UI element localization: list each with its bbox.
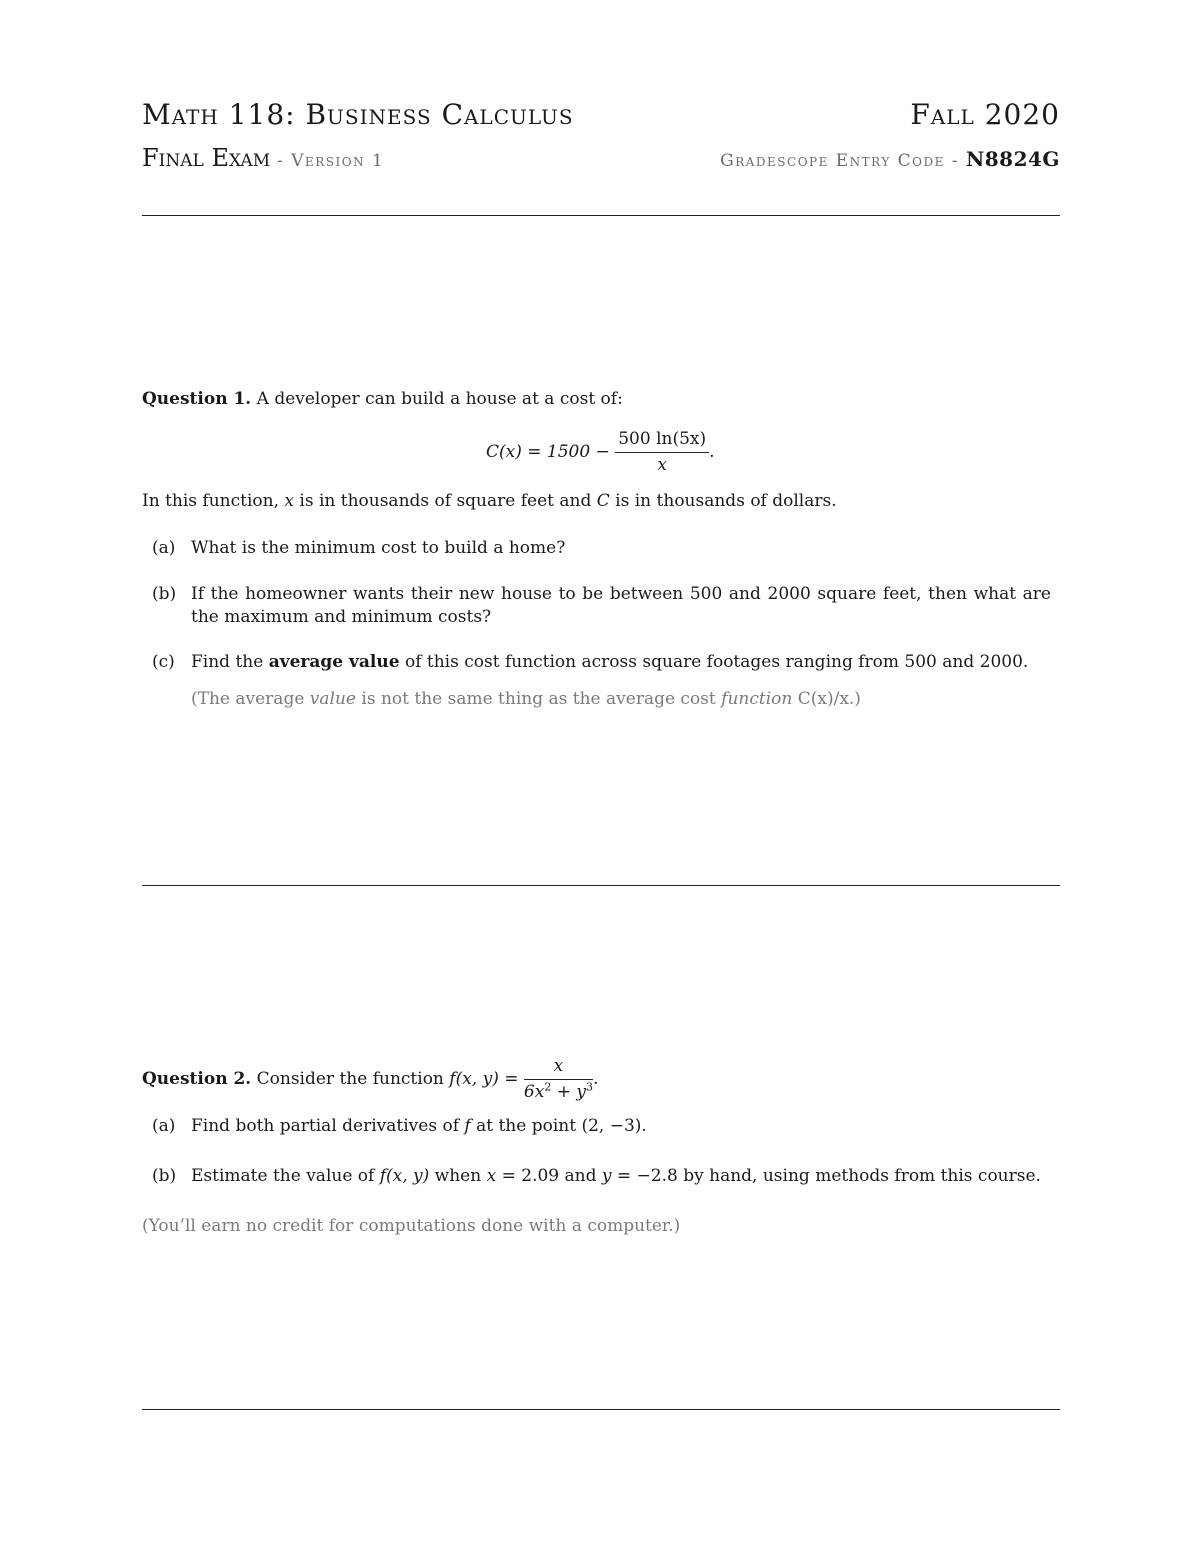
- q1-explanation: [142, 490, 837, 513]
- q2-part-b-fxy: f(x, y): [379, 1166, 430, 1186]
- q2-part-b-y: y: [601, 1166, 612, 1186]
- divider-top: [142, 215, 1060, 216]
- q1-expl-var-x: x: [284, 491, 294, 511]
- q1-formula-end: .: [709, 442, 715, 462]
- q1-formula-lhs: C(x) = 1500 −: [486, 442, 610, 462]
- q1-intro: A developer can build a house at a cost of:: [256, 389, 623, 409]
- entry-code-separator: -: [944, 151, 966, 171]
- q1-part-b-text: If the homeowner wants their new house to be between 500 and 2000 square feet, then what are the maximum and minimum costs?: [191, 584, 1051, 627]
- exam-version: Version 1: [291, 151, 385, 171]
- q2-note: (You’ll earn no credit for computations done with a computer.): [142, 1216, 681, 1236]
- entry-code-label: Gradescope Entry Code: [720, 151, 945, 171]
- q2-part-b-x: x: [486, 1166, 497, 1186]
- version-separator: -: [270, 151, 292, 171]
- q2-den-exponent: 3: [585, 1080, 593, 1094]
- q1-formula: [486, 428, 715, 477]
- q2-part-b-text: [191, 1165, 1061, 1188]
- q2-part-a-post: at the point (2, −3).: [470, 1116, 647, 1136]
- q2-part-b-label: (b): [152, 1166, 177, 1186]
- q1-expl-part: is in thousands of dollars.: [609, 491, 837, 511]
- q2-part-b-mid: when: [429, 1166, 487, 1186]
- course-title: Math 118: Business Calculus: [142, 98, 574, 131]
- divider-bottom: [142, 1409, 1060, 1410]
- divider-middle: [142, 885, 1060, 886]
- q2-part-a-label: (a): [152, 1116, 176, 1136]
- q1-part-c-bold: average value: [268, 652, 400, 672]
- q2-end: .: [592, 1069, 599, 1089]
- q1-part-c-label: (c): [152, 652, 175, 672]
- q1-formula-denominator: x: [657, 455, 667, 475]
- q2-part-a-text: [191, 1115, 1061, 1138]
- q2-den-exponent: 2: [544, 1080, 552, 1094]
- q1-expl-part: In this function,: [142, 491, 285, 511]
- exam-title: Final Exam: [142, 144, 271, 172]
- q2-heading: [142, 1055, 598, 1104]
- q1-part-c-text: [191, 651, 1061, 674]
- exam-title-group: [142, 144, 384, 172]
- q2-den-term: + y: [551, 1082, 586, 1102]
- q1-part-b-label: (b): [152, 584, 177, 604]
- q1-part-a-text: What is the minimum cost to build a home?: [191, 538, 566, 558]
- entry-code: N8824G: [965, 147, 1060, 171]
- q1-note-italic: function: [721, 689, 793, 709]
- q1-note-part: is not the same thing as the average cost: [355, 689, 722, 709]
- q1-note-italic: value: [309, 689, 356, 709]
- entry-code-group: [720, 144, 1060, 172]
- q2-den-term: 6x: [523, 1082, 545, 1102]
- q2-numerator: x: [524, 1055, 593, 1080]
- q1-note: [191, 688, 861, 711]
- q1-heading: [142, 388, 623, 411]
- q2-part-b-pre: Estimate the value of: [191, 1166, 380, 1186]
- q1-part-c-pre: Find the: [191, 652, 269, 672]
- q2-label: Question 2.: [142, 1069, 252, 1089]
- q2-func-lhs: f(x, y) =: [449, 1069, 519, 1089]
- q1-expl-part: is in thousands of square feet and: [293, 491, 597, 511]
- q1-label: Question 1.: [142, 389, 252, 409]
- q1-note-part: (The average: [191, 689, 310, 709]
- q2-part-b-mid: = 2.09 and: [496, 1166, 602, 1186]
- q1-formula-fraction: [615, 428, 709, 477]
- q2-part-a-pre: Find both partial derivatives of: [191, 1116, 465, 1136]
- q1-formula-numerator: 500 ln(5x): [615, 428, 709, 453]
- q1-part-c-post: of this cost function across square footages ranging from 500 and 2000.: [399, 652, 1029, 672]
- q2-part-a-f: f: [464, 1116, 471, 1136]
- q1-note-part: C(x)/x.): [792, 689, 861, 709]
- q1-expl-var-c: C: [596, 491, 610, 511]
- q2-denominator: [524, 1080, 593, 1104]
- q2-part-b-post: = −2.8 by hand, using methods from this course.: [611, 1166, 1041, 1186]
- term: Fall 2020: [910, 98, 1060, 131]
- q2-intro: Consider the function: [256, 1069, 444, 1089]
- q2-fraction: [524, 1055, 593, 1104]
- q1-part-a-label: (a): [152, 538, 176, 558]
